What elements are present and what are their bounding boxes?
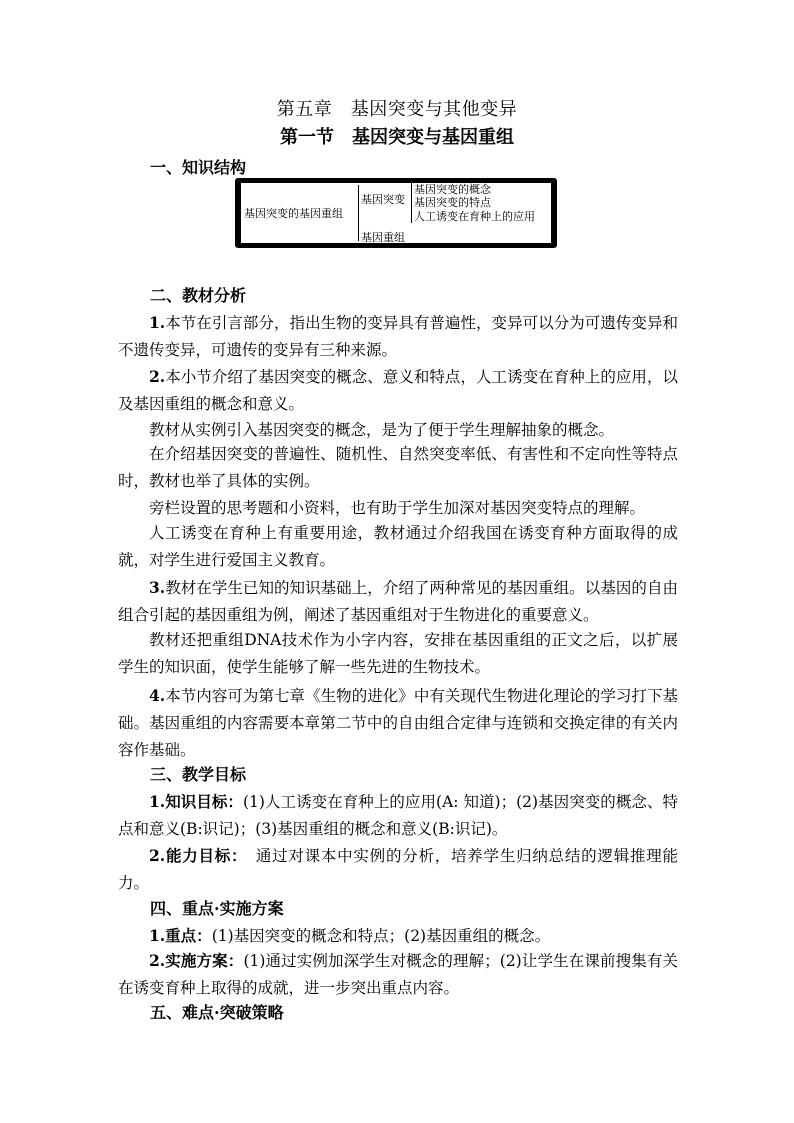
paragraph-5: 旁栏设置的思考题和小资料，也有助于学生加深对基因突变特点的理解。 xyxy=(149,499,646,517)
paragraph-text: 本小节介绍了基因突变的概念、意义和特点，人工诱变在育种上的应用，以及基因重组的概念和意义。 xyxy=(118,368,678,413)
plan-label: 2.实施方案： xyxy=(149,951,244,970)
key-point xyxy=(118,922,678,950)
key-label: 1.重点： xyxy=(149,926,212,945)
diagram-body xyxy=(241,183,551,243)
paragraph-2 xyxy=(118,363,678,418)
paragraph-1 xyxy=(118,309,678,364)
key-text: (1)基因突变的概念和特点；(2)基因重组的概念。 xyxy=(211,927,551,945)
goal-text: 通过对课本中实例的分析，培养学生归纳总结的逻辑推理能力。 xyxy=(118,847,678,892)
diagram-root-label: 基因突变的基因重组 xyxy=(244,207,343,220)
heading-difficulties: 五、难点·突破策略 xyxy=(150,1003,284,1022)
diagram-sub-concept: 基因突变的概念 xyxy=(414,183,491,196)
diagram-brace xyxy=(358,185,359,241)
diagram-mutation-label: 基因突变 xyxy=(361,193,405,206)
diagram-sub-application: 人工诱变在育种上的应用 xyxy=(414,210,535,223)
paragraph-number: 4. xyxy=(149,686,166,705)
diagram-recombination-label: 基因重组 xyxy=(361,231,405,244)
section-title: 第一节 基因突变与基因重组 xyxy=(280,127,514,148)
plan-text: (1)通过实例加深学生对概念的理解；(2)让学生在课前搜集有关在诱变育种上取得的成就，进一步突出重点内容。 xyxy=(118,952,678,997)
paragraph-4: 在介绍基因突变的普遍性、随机性、自然突变率低、有害性和不定向性等特点时，教材也举了具体的实例。 xyxy=(118,445,678,490)
paragraph-number: 2. xyxy=(149,367,166,386)
heading-key-points: 四、重点·实施方案 xyxy=(150,899,284,918)
diagram-sub-brace xyxy=(411,183,412,223)
knowledge-structure-diagram xyxy=(235,178,557,248)
paragraph-3: 教材从实例引入基因突变的概念，是为了便于学生理解抽象的概念。 xyxy=(149,421,615,439)
diagram-sub-features: 基因突变的特点 xyxy=(414,196,491,209)
paragraph-text: 本节内容可为第七章《生物的进化》中有关现代生物进化理论的学习打下基础。基因重组的内容需要本章第二节中的自由组合定律与连锁和交换定律的有关内容作基础。 xyxy=(118,687,678,759)
goal-label: 1.知识目标： xyxy=(149,792,243,811)
chapter-title: 第五章 基因突变与其他变异 xyxy=(276,99,518,120)
paragraph-text: 教材在学生已知的知识基础上，介绍了两种常见的基因重组。以基因的自由组合引起的基因重组为例，阐述了基因重组对于生物进化的重要意义。 xyxy=(118,579,678,624)
paragraph-number: 1. xyxy=(149,313,166,332)
paragraph-text: 本节在引言部分，指出生物的变异具有普遍性，变异可以分为可遗传变异和不遗传变异，可遗传的变异有三种来源。 xyxy=(118,314,678,359)
goal-text: (1)人工诱变在育种上的应用(A: 知道)；(2)基因突变的概念、特点和意义(B:识记)；(3)基因重组的概念和意义(B:识记)。 xyxy=(118,793,678,838)
implementation-plan xyxy=(118,947,678,1002)
paragraph-6: 人工诱变在育种上有重要用途，教材通过介绍我国在诱变育种方面取得的成就，对学生进行爱国主义教育。 xyxy=(118,524,678,569)
heading-teaching-goals: 三、教学目标 xyxy=(150,765,247,784)
goal-knowledge xyxy=(118,788,678,843)
heading-knowledge-structure: 一、知识结构 xyxy=(150,158,247,177)
paragraph-9 xyxy=(118,682,678,764)
paragraph-number: 3. xyxy=(149,578,166,597)
paragraph-7 xyxy=(118,574,678,629)
paragraph-8: 教材还把重组DNA技术作为小字内容，安排在基因重组的正文之后，以扩展学生的知识面，使学生能够了解一些先进的生物技术。 xyxy=(118,631,678,676)
goal-label: 2.能力目标： xyxy=(149,846,240,865)
heading-material-analysis: 二、教材分析 xyxy=(150,286,247,305)
goal-ability xyxy=(118,842,678,897)
